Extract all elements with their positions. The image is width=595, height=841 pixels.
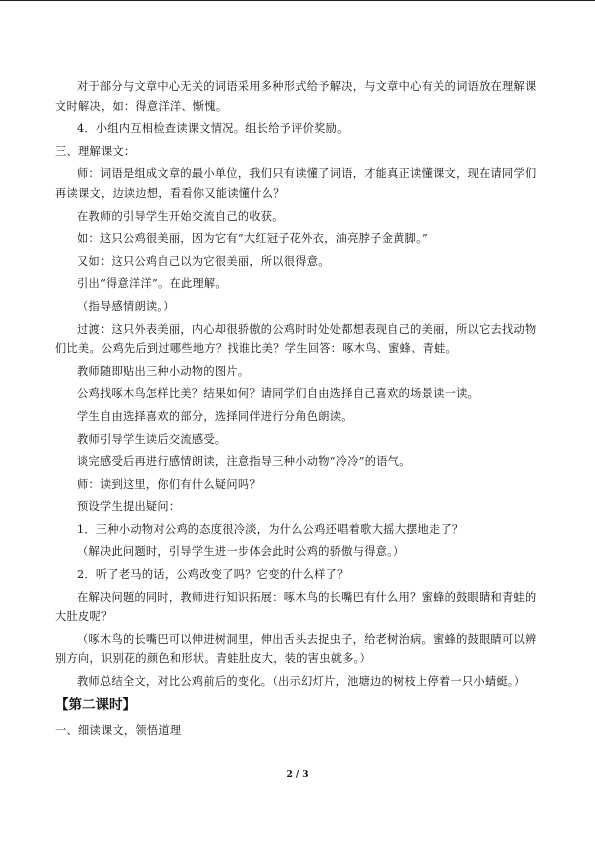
paragraph: 1．三种小动物对公鸡的态度很冷淡，为什么公鸡还唱着歌大摇大摆地走了？ [77, 522, 464, 536]
paragraph: 又如：这只公鸡自己以为它很美丽，所以很得意。 [77, 254, 330, 268]
paragraph: 师：读到这里，你们有什么疑问吗？ [77, 477, 261, 491]
paragraph: 教师引导学生读后交流感受。 [77, 432, 227, 446]
paragraph: 如：这只公鸡很美丽，因为它有“大红冠子花外衣，油亮脖子金黄脚。” [77, 232, 429, 246]
paragraph: 教师随即贴出三种小动物的图片。 [77, 364, 250, 378]
paragraph: 在解决问题的同时，教师进行知识拓展：啄木鸟的长嘴巴有什么用？蜜蜂的鼓眼睛和青蛙的大肚皮呢？ [55, 590, 537, 624]
paragraph: （解决此问题时，引导学生进一步体会此时公鸡的骄傲与得意。） [77, 545, 405, 559]
paragraph: （指导感情朗读。） [77, 299, 175, 313]
paragraph: 公鸡找啄木鸟怎样比美？结果如何？请同学们自由选择自己喜欢的场景读一读。 [77, 387, 480, 401]
page-number: 2 / 3 [286, 770, 309, 780]
section-first-line: 一、细读课文，领悟道理 [55, 723, 182, 737]
paragraph: 引出“得意洋洋”。在此理解。 [77, 277, 227, 291]
paragraph-list [55, 77, 539, 692]
paragraph: 在教师的引导学生开始交流自己的收获。 [77, 209, 284, 223]
paragraph: 三、理解课文： [55, 144, 136, 158]
paragraph: 过渡：这只外表美丽，内心却很骄傲的公鸡时时处处都想表现自己的美丽，所以它去找动物们比美。公鸡先后到过哪些地方？找谁比美？学生回答：啄木鸟、蜜蜂、青蛙。 [55, 322, 537, 356]
paragraph: 学生自由选择喜欢的部分，选择同伴进行分角色朗读。 [77, 409, 353, 423]
paragraph: 2．听了老马的话，公鸡改变了吗？它变的什么样了？ [77, 568, 349, 582]
section-heading: 【第二课时】 [55, 696, 136, 713]
header-rule [0, 0, 595, 1]
paragraph: （啄木鸟的长嘴巴可以伸进树洞里，伸出舌头去捉虫子，给老树治病。蜜蜂的鼓眼睛可以辨别方向，识别花的颜色和形状。青蛙肚皮大，装的害虫就多。） [55, 632, 537, 666]
paragraph: 4．小组内互相检查读课文情况。组长给予评价奖励。 [77, 122, 349, 136]
document-body [55, 77, 539, 743]
paragraph: 对于部分与文章中心无关的词语采用多种形式给予解决，与文章中心有关的词语放在理解课文时解决，如：得意洋洋、惭愧。 [55, 80, 537, 113]
paragraph: 谈完感受后再进行感情朗读，注意指导三种小动物“冷冷”的语气。 [77, 455, 411, 469]
paragraph: 教师总结全文，对比公鸡前后的变化。（出示幻灯片，池塘边的树枝上停着一只小蜻蜓。） [77, 675, 526, 689]
paragraph: 预设学生提出疑问： [77, 500, 181, 514]
paragraph: 师：词语是组成文章的最小单位，我们只有读懂了词语，才能真正读懂课文，现在请同学们再读课文，边读边想，看看你又能读懂什么？ [55, 167, 537, 200]
